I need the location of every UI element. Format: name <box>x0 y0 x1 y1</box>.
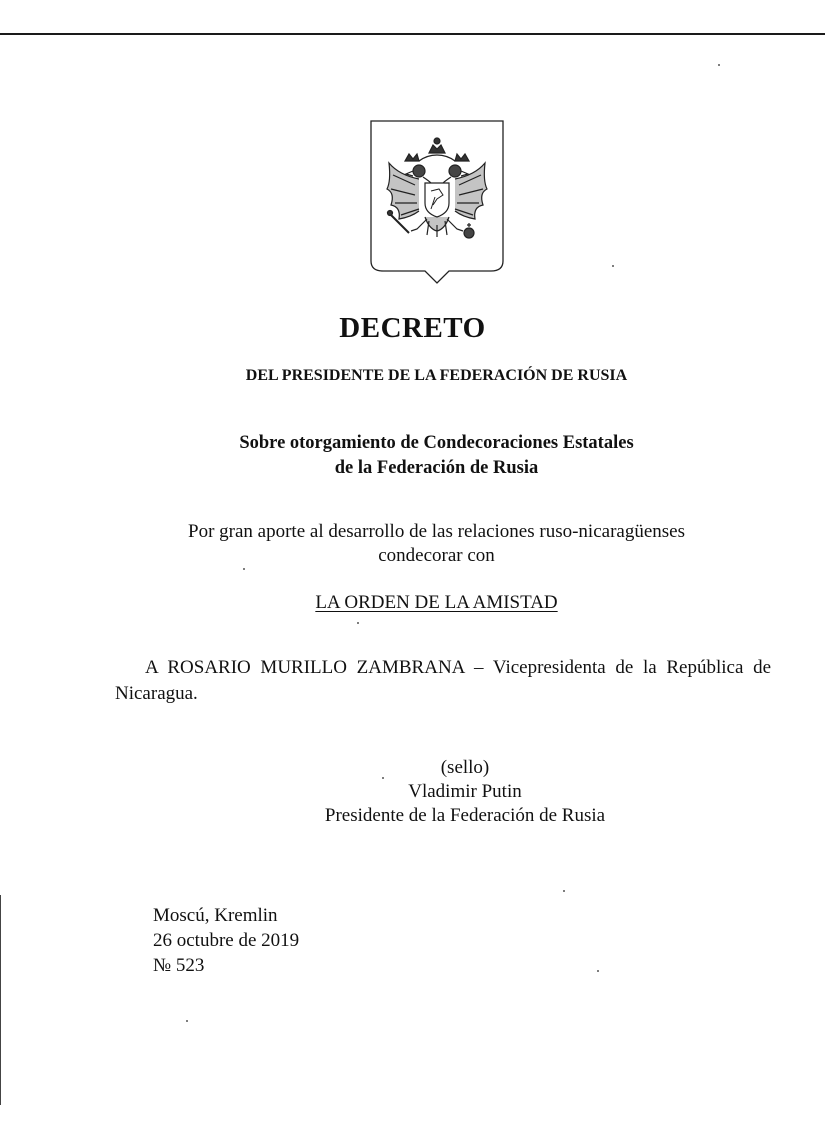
signature-block <box>295 756 635 828</box>
document-title: DECRETO <box>339 312 486 344</box>
coat-of-arms-emblem <box>369 119 505 285</box>
scan-speck <box>612 265 614 267</box>
topic-line-1: Sobre otorgamiento de Condecoraciones Estatales <box>239 433 634 453</box>
order-heading <box>24 592 825 614</box>
motive-line-2: condecorar con <box>378 545 495 566</box>
scan-speck <box>382 777 384 779</box>
scan-speck <box>243 568 245 570</box>
double-headed-eagle-icon <box>369 119 505 285</box>
top-border-line <box>0 33 825 35</box>
recipient-paragraph: A ROSARIO MURILLO ZAMBRANA – Vicepresidenta de la República de Nicaragua. <box>115 657 771 704</box>
place: Moscú, Kremlin <box>153 905 278 926</box>
scan-speck <box>563 890 565 892</box>
decree-number: № 523 <box>153 955 205 976</box>
scan-speck <box>718 64 720 66</box>
order-name: LA ORDEN DE LA AMISTAD <box>315 592 558 613</box>
signer-name: Vladimir Putin <box>408 781 522 802</box>
topic-line-2: de la Federación de Rusia <box>334 458 539 478</box>
scan-speck <box>186 1020 188 1022</box>
scan-speck <box>357 622 359 624</box>
page-edge-line <box>0 895 1 1105</box>
date: 26 octubre de 2019 <box>153 930 300 951</box>
place-date-block <box>153 903 299 978</box>
seal-note: (sello) <box>440 757 490 778</box>
motive-line-1: Por gran aporte al desarrollo de las relaciones ruso-nicaragüenses <box>188 521 685 542</box>
decree-motive <box>24 520 825 568</box>
scan-speck <box>597 970 599 972</box>
decree-topic <box>24 431 825 481</box>
signer-title: Presidente de la Federación de Rusia <box>324 805 606 826</box>
document-subtitle: DEL PRESIDENTE DE LA FEDERACIÓN DE RUSIA <box>245 367 628 384</box>
